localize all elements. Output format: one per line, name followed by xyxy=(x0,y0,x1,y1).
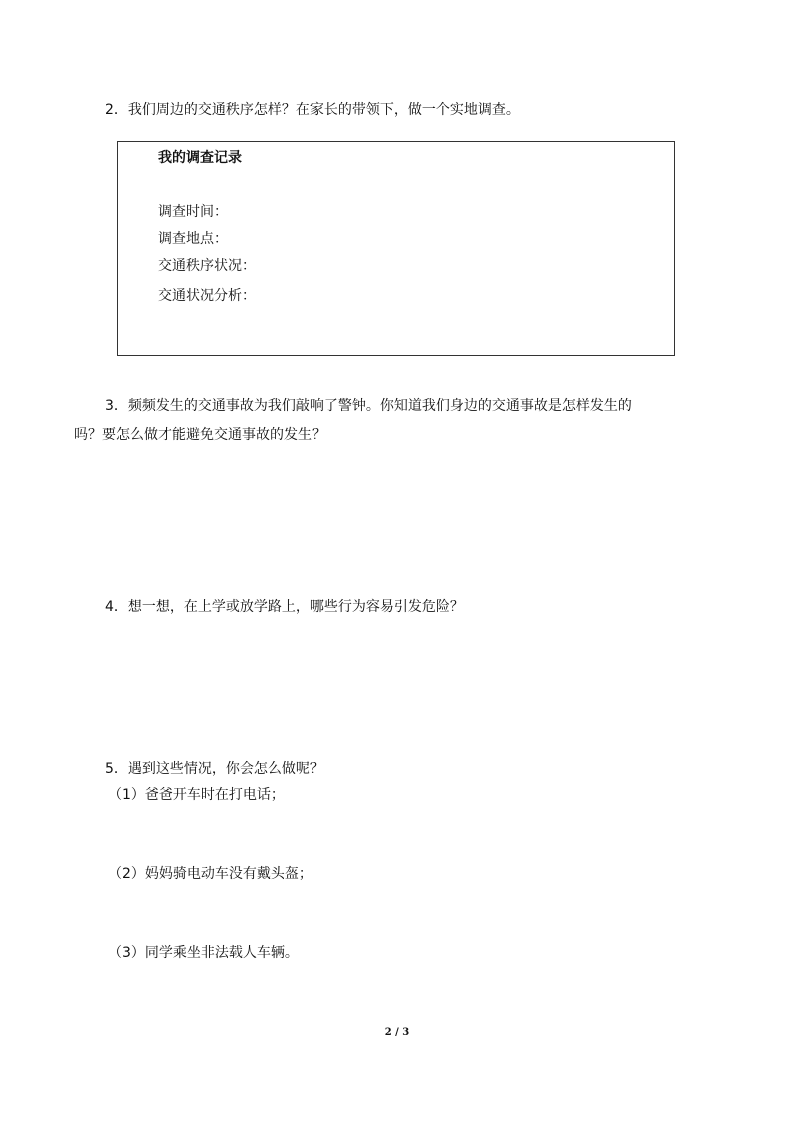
question-2: 2．我们周边的交通秩序怎样？在家长的带领下，做一个实地调查。 xyxy=(105,102,520,118)
question-5: 5．遇到这些情况，你会怎么做呢？ xyxy=(105,761,324,777)
page-number: 2 / 3 xyxy=(384,1027,410,1038)
question-5-item-3: （3）同学乘坐非法载人车辆。 xyxy=(108,945,299,961)
question-5-item-2: （2）妈妈骑电动车没有戴头盔； xyxy=(108,866,313,882)
question-5-item-1: （1）爸爸开车时在打电话； xyxy=(108,787,285,803)
survey-field-location: 调查地点： xyxy=(158,231,228,247)
question-3-line-2: 吗？要怎么做才能避免交通事故的发生？ xyxy=(74,427,326,443)
question-4: 4．想一想，在上学或放学路上，哪些行为容易引发危险？ xyxy=(105,599,464,615)
survey-record-box xyxy=(117,141,675,356)
survey-record-title: 我的调查记录 xyxy=(158,150,242,166)
survey-field-traffic-order: 交通秩序状况： xyxy=(158,258,256,274)
survey-field-time: 调查时间： xyxy=(158,204,228,220)
survey-field-traffic-analysis: 交通状况分析： xyxy=(158,288,256,304)
question-3-line-1: 3．频频发生的交通事故为我们敲响了警钟。你知道我们身边的交通事故是怎样发生的 xyxy=(105,398,632,414)
